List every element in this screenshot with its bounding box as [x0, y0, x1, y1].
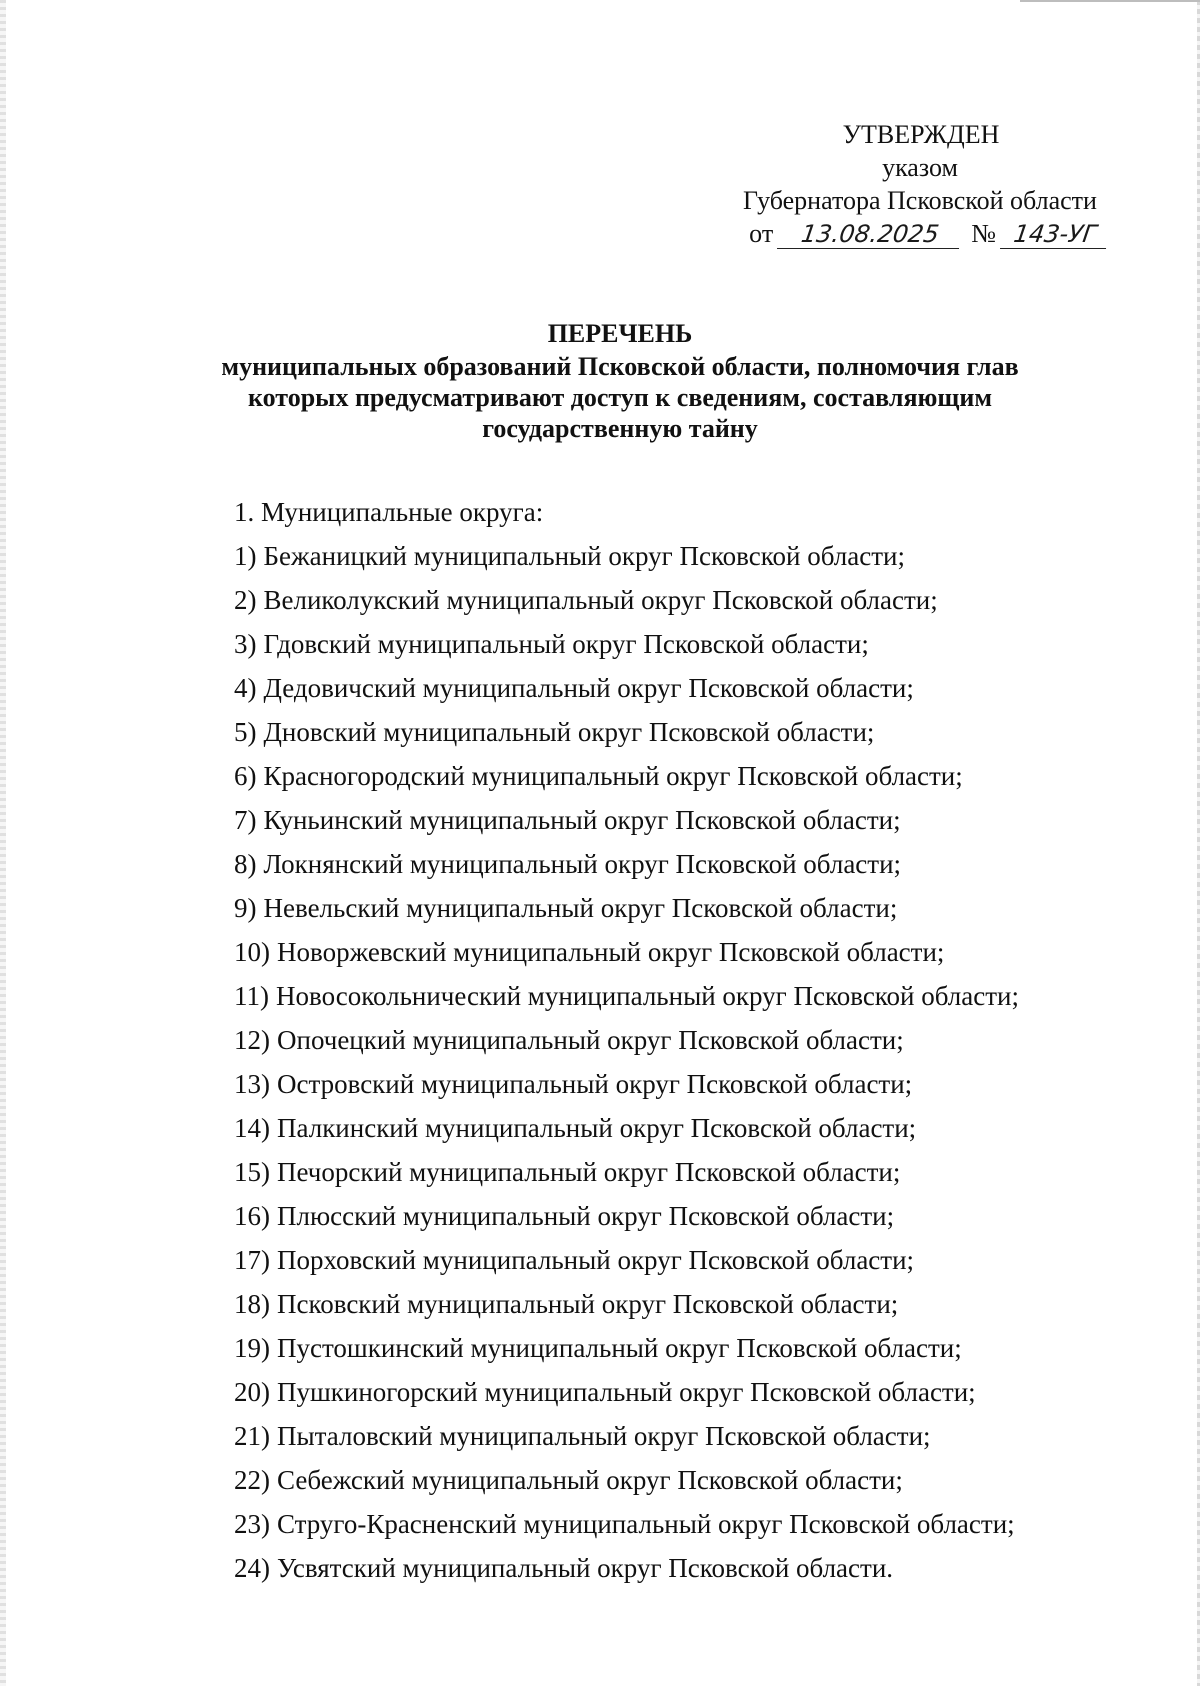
list-item-text: Невельский муниципальный округ Псковской области;	[263, 893, 898, 923]
approval-authority: Губернатора Псковской области	[743, 186, 1097, 215]
list-item	[234, 622, 1134, 666]
list-item	[234, 886, 1134, 930]
list-item	[234, 578, 1134, 622]
list-item	[234, 930, 1134, 974]
list-item	[234, 1326, 1134, 1370]
document-subtitle-line: государственную тайну	[482, 414, 758, 443]
list-item-text: Печорский муниципальный округ Псковской области;	[277, 1157, 901, 1187]
list-item-number: 24)	[234, 1553, 270, 1583]
list-item-text: Палкинский муниципальный округ Псковской области;	[277, 1113, 917, 1143]
list-item	[234, 1062, 1134, 1106]
list-item-number: 12)	[234, 1025, 270, 1055]
list-item	[234, 1502, 1134, 1546]
list-item-number: 6)	[234, 761, 257, 791]
approval-stamp-block	[700, 118, 1140, 250]
list-item	[234, 1546, 1134, 1590]
list-item-number: 5)	[234, 717, 257, 747]
list-item-number: 22)	[234, 1465, 270, 1495]
list-item-number: 15)	[234, 1157, 270, 1187]
list-item	[234, 534, 1134, 578]
list-item-text: Дедовичский муниципальный округ Псковской области;	[263, 673, 914, 703]
list-item	[234, 1458, 1134, 1502]
list-item-text: Пушкиногорский муниципальный округ Псковской области;	[277, 1377, 976, 1407]
list-item-text: Плюсский муниципальный округ Псковской области;	[277, 1201, 895, 1231]
approval-date-line	[700, 217, 1140, 250]
list-item	[234, 1194, 1134, 1238]
list-item-number: 10)	[234, 937, 270, 967]
list-item-text: Гдовский муниципальный округ Псковской области;	[263, 629, 869, 659]
list-item-number: 20)	[234, 1377, 270, 1407]
list-item-text: Бежаницкий муниципальный округ Псковской области;	[263, 541, 905, 571]
list-item-text: Островский муниципальный округ Псковской области;	[277, 1069, 913, 1099]
document-title: ПЕРЕЧЕНЬ	[547, 319, 693, 348]
document-subtitle-line: которых предусматривают доступ к сведениям, составляющим	[247, 383, 993, 412]
list-item	[234, 1150, 1134, 1194]
list-item-number: 17)	[234, 1245, 270, 1275]
list-item	[234, 1238, 1134, 1282]
list-item-number: 4)	[234, 673, 257, 703]
list-item-text: Пустошкинский муниципальный округ Псковской области;	[277, 1333, 962, 1363]
list-item-text: Себежский муниципальный округ Псковской области;	[277, 1465, 903, 1495]
list-item-text: Красногородский муниципальный округ Псковской области;	[263, 761, 963, 791]
list-item-text: Пыталовский муниципальный округ Псковской области;	[277, 1421, 931, 1451]
list-item-number: 13)	[234, 1069, 270, 1099]
list-item-number: 8)	[234, 849, 257, 879]
list-item-text: Опочецкий муниципальный округ Псковской области;	[277, 1025, 904, 1055]
list-item-text: Новоржевский муниципальный округ Псковской области;	[277, 937, 945, 967]
list-item	[234, 842, 1134, 886]
list-item-number: 11)	[234, 981, 269, 1011]
handwritten-number: 143-УГ	[1000, 220, 1110, 249]
list-item	[234, 1370, 1134, 1414]
list-item-number: 19)	[234, 1333, 270, 1363]
list-item	[234, 1018, 1134, 1062]
list-item-number: 21)	[234, 1421, 270, 1451]
list-item	[234, 666, 1134, 710]
municipal-list	[234, 490, 1134, 1590]
approval-heading: УТВЕРЖДЕН	[842, 120, 1000, 149]
list-item-text: Струго-Красненский муниципальный округ Псковской области;	[277, 1509, 1015, 1539]
list-item-number: 1)	[234, 541, 257, 571]
list-item	[234, 710, 1134, 754]
list-item-text: Великолукский муниципальный округ Псковской области;	[263, 585, 938, 615]
handwritten-date: 13.08.2025	[777, 220, 963, 249]
list-item-text: Локнянский муниципальный округ Псковской области;	[263, 849, 902, 879]
document-title-block	[150, 318, 1090, 444]
list-item-number: 14)	[234, 1113, 270, 1143]
list-item-text: Усвятский муниципальный округ Псковской области.	[277, 1553, 894, 1583]
list-item-number: 9)	[234, 893, 257, 923]
date-prefix: от	[749, 219, 774, 248]
list-item-number: 3)	[234, 629, 257, 659]
number-sign: №	[971, 219, 996, 248]
scan-edge-left	[0, 0, 6, 1686]
list-item-text: Новосокольнический муниципальный округ Псковской области;	[276, 981, 1020, 1011]
list-item-number: 23)	[234, 1509, 270, 1539]
list-item	[234, 1414, 1134, 1458]
list-item	[234, 1106, 1134, 1150]
list-item-text: Порховский муниципальный округ Псковской области;	[277, 1245, 915, 1275]
list-item-number: 7)	[234, 805, 257, 835]
document-subtitle-line: муниципальных образований Псковской области, полномочия глав	[221, 352, 1019, 381]
approval-by: указом	[882, 153, 958, 182]
list-item-text: Дновский муниципальный округ Псковской области;	[263, 717, 875, 747]
list-item-number: 16)	[234, 1201, 270, 1231]
list-item	[234, 1282, 1134, 1326]
section-heading: 1. Муниципальные округа:	[234, 497, 544, 527]
list-item	[234, 754, 1134, 798]
list-item-number: 18)	[234, 1289, 270, 1319]
list-item	[234, 798, 1134, 842]
list-item-text: Куньинский муниципальный округ Псковской области;	[263, 805, 901, 835]
list-item-number: 2)	[234, 585, 257, 615]
scan-edge-top	[1020, 0, 1200, 2]
list-item	[234, 974, 1134, 1018]
list-item-text: Псковский муниципальный округ Псковской области;	[277, 1289, 899, 1319]
